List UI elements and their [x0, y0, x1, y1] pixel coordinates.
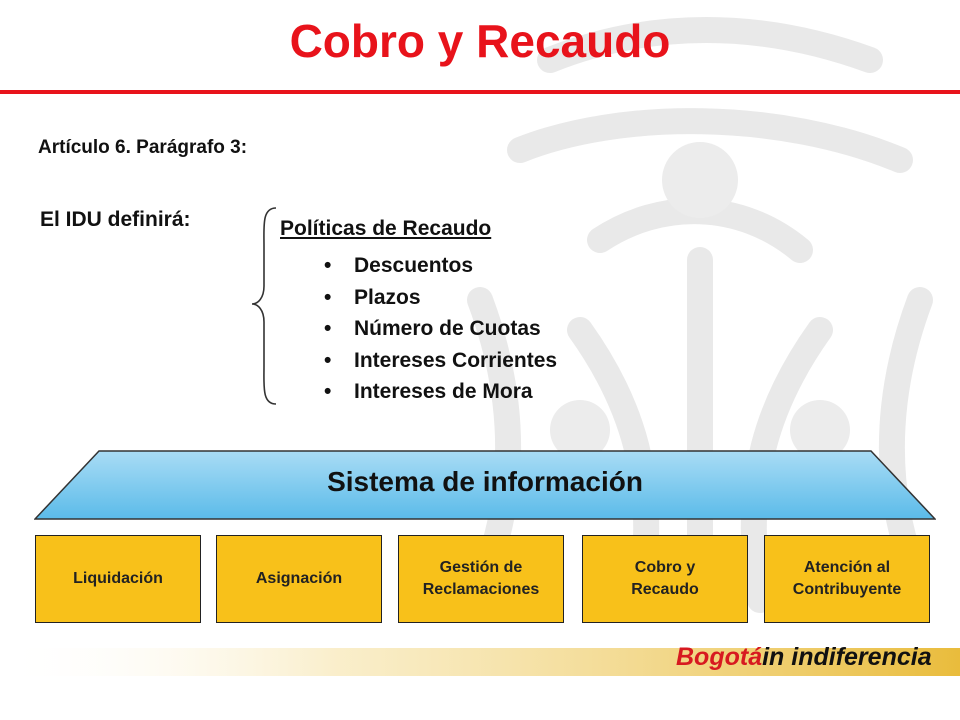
module-liquidacion: Liquidación: [35, 535, 201, 623]
list-item: • Número de Cuotas: [324, 313, 557, 345]
module-atencion-contribuyente: Atención al Contribuyente: [764, 535, 930, 623]
list-item: • Descuentos: [324, 250, 557, 282]
idu-label: El IDU definirá:: [40, 208, 191, 231]
logo-part-2: in indiferencia: [762, 643, 932, 671]
module-cobro-recaudo: Cobro y Recaudo: [582, 535, 748, 623]
bogota-logo: [676, 643, 932, 672]
title-divider: [0, 90, 960, 94]
logo-part-1: Bogotá: [676, 643, 763, 671]
module-asignacion: Asignación: [216, 535, 382, 623]
policy-list: [324, 250, 557, 408]
list-item: • Plazos: [324, 282, 557, 314]
module-gestion-reclamaciones: Gestión de Reclamaciones: [398, 535, 564, 623]
curly-brace-icon: [250, 206, 280, 406]
policies-title: Políticas de Recaudo: [280, 217, 492, 240]
article-reference: Artículo 6. Parágrafo 3:: [38, 137, 248, 158]
list-item: • Intereses de Mora: [324, 376, 557, 408]
page-title: Cobro y Recaudo: [289, 15, 671, 67]
information-system-label: Sistema de información: [327, 466, 643, 497]
list-item: • Intereses Corrientes: [324, 345, 557, 377]
